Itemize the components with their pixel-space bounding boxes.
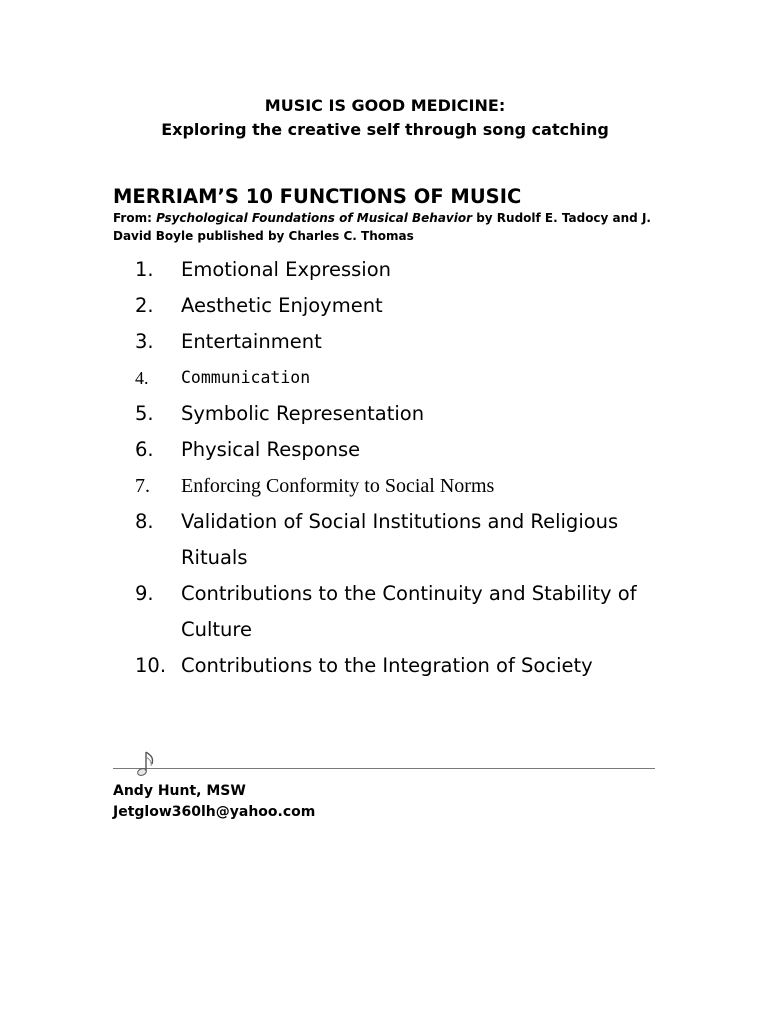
music-note-icon [136,749,156,777]
list-item-number: 1. [135,258,154,281]
list-item-number: 10. [135,654,167,677]
list-item [0,288,768,324]
source-book-title: Psychological Foundations of Musical Behavior [156,211,473,225]
list-item-number: 3. [135,330,154,353]
list-item [0,576,768,648]
list-item-text: Communication [181,368,311,387]
document-title: MUSIC IS GOOD MEDICINE: [264,96,506,115]
list-item [0,468,768,504]
author-email: Jetglow360lh@yahoo.com [113,804,316,820]
list-item [0,648,768,684]
list-item [0,360,768,396]
list-item-text: Physical Response [181,438,361,461]
author-name: Andy Hunt, MSW [113,783,246,799]
footer-contact [113,781,315,823]
list-item-number: 2. [135,294,154,317]
list-item-text: Entertainment [181,330,322,353]
list-item-number: 4. [135,368,149,388]
list-item [0,324,768,360]
list-item-text: Validation of Social Institutions and Religious Rituals [181,510,619,569]
document-subtitle: Exploring the creative self through song catching [161,120,609,139]
list-item-number: 9. [135,582,154,605]
footer-divider [113,768,655,769]
list-item-text: Aesthetic Enjoyment [181,294,383,317]
source-prefix: From: [113,211,157,225]
list-item [0,504,768,576]
title-block [0,94,768,142]
list-item-text: Symbolic Representation [181,402,425,425]
list-item-number: 5. [135,402,154,425]
source-citation [113,209,673,245]
list-item [0,396,768,432]
functions-list [0,252,768,684]
source-details: by Rudolf E. Tadocy and J. David Boyle published by Charles C. Thomas [113,211,651,243]
list-item-number: 8. [135,510,154,533]
list-item [0,252,768,288]
list-item-text: Contributions to the Continuity and Stability of Culture [181,582,637,641]
list-item-text: Contributions to the Integration of Society [181,654,593,677]
list-item-number: 7. [135,475,150,497]
list-item-text: Enforcing Conformity to Social Norms [181,475,495,497]
list-item [0,432,768,468]
list-item-number: 6. [135,438,154,461]
section-heading: MERRIAM’S 10 FUNCTIONS OF MUSIC [113,185,522,208]
list-item-text: Emotional Expression [181,258,392,281]
